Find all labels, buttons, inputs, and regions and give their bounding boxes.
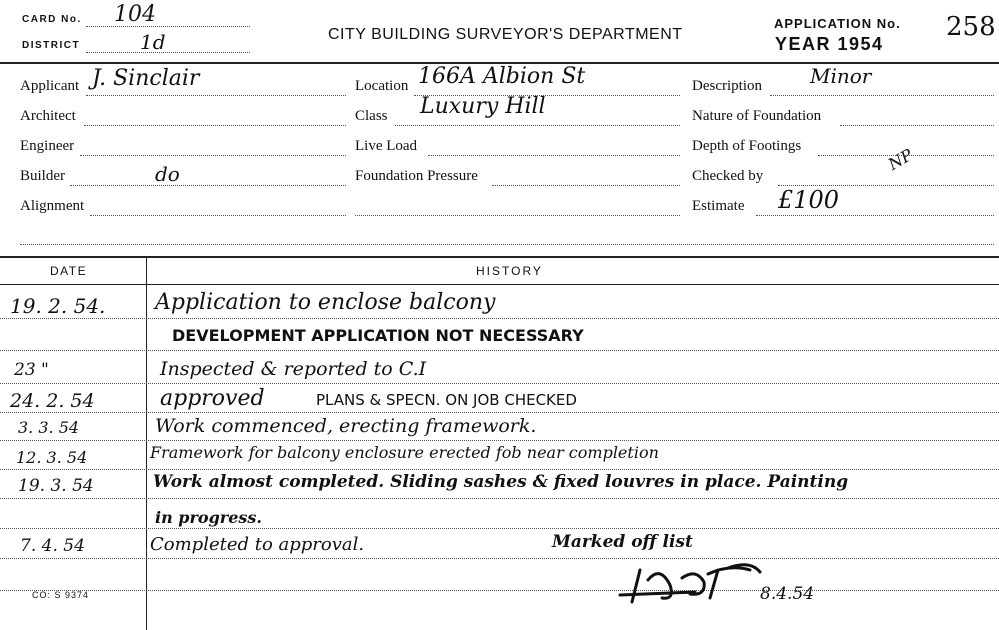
history-row-date: 23 " [14,360,49,380]
engineer-label: Engineer [20,138,75,154]
nature-of-foundation-label: Nature of Foundation [692,108,822,124]
district-label: DISTRICT [22,40,81,51]
date-column-divider [146,258,147,630]
estimate-value: £100 [778,186,840,214]
form-code: CO: S 9374 [32,590,90,600]
history-row-date: 24. 2. 54 [10,390,95,412]
live-load-label: Live Load [355,138,418,154]
history-row-text: Work commenced, erecting framework. [155,415,537,437]
history-row-text: Work almost completed. Sliding sashes & fixed louvres in place. Painting [153,472,849,492]
history-row-date: 12. 3. 54 [16,448,88,467]
history-row-text: Inspected & reported to C.I [160,358,427,380]
department-title: CITY BUILDING SURVEYOR'S DEPARTMENT [328,26,683,43]
history-row-date: 7. 4. 54 [20,536,85,556]
depth-of-footings-label: Depth of Footings [692,138,802,154]
history-row-text: Framework for balcony enclosure erected fob near completion [150,443,659,462]
architect-label: Architect [20,108,76,124]
builder-value: do [155,162,180,186]
application-no-value: 258 [946,12,996,42]
card-no-label: CARD No. [22,14,82,25]
checked-by-label: Checked by [692,168,764,184]
date-header: DATE [50,264,88,278]
development-stamp: DEVELOPMENT APPLICATION NOT NECESSARY [172,326,584,345]
card-no-value: 104 [114,2,156,27]
description-value: Minor [810,64,872,88]
description-label: Description [692,78,762,94]
class-label: Class [355,108,388,124]
history-header-rule [0,284,999,285]
class-value: Luxury Hill [420,94,546,119]
checked-by-initials: NP [884,145,916,174]
history-top-rule [0,256,999,258]
year-label: YEAR 1954 [775,34,884,54]
history-header: HISTORY [476,264,543,278]
application-no-label: APPLICATION No. [774,16,901,31]
location-label: Location [355,78,409,94]
history-row-date: 3. 3. 54 [18,418,80,437]
plans-checked-stamp: PLANS & SPECN. ON JOB CHECKED [316,391,577,409]
applicant-value: J. Sinclair [92,66,200,91]
applicant-label: Applicant [20,78,80,94]
location-value: 166A Albion St [418,64,586,89]
history-row-text: Application to enclose balcony [155,290,496,315]
builder-label: Builder [20,168,65,184]
estimate-label: Estimate [692,198,745,214]
foundation-pressure-label: Foundation Pressure [355,168,478,184]
alignment-label: Alignment [20,198,85,214]
history-row-text: approved [160,386,265,411]
history-row-text: in progress. [155,508,262,527]
history-row-text: Completed to approval. [150,534,365,555]
history-row-date: 19. 2. 54. [10,294,106,318]
district-value: 1d [140,30,166,54]
signoff-date: 8.4.54 [760,584,815,604]
marked-off-note: Marked off list [552,532,693,552]
history-row-date: 19. 3. 54 [18,476,94,496]
